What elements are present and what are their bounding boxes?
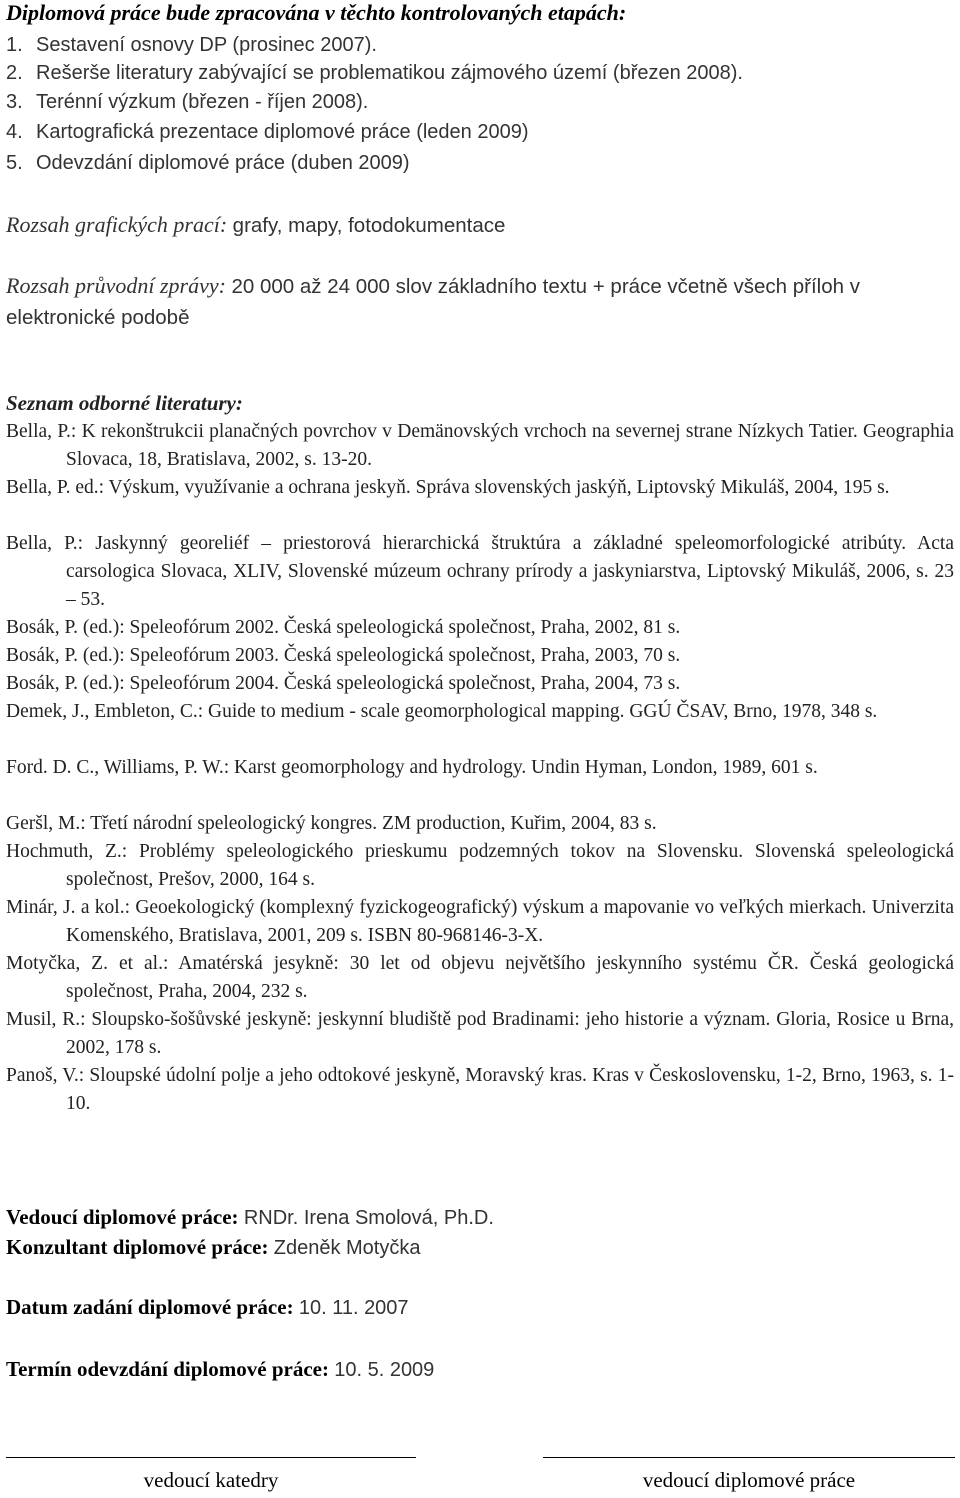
- signature-line-right: [543, 1457, 955, 1458]
- assigned-date-line: [6, 1292, 409, 1323]
- supervisor-label: Vedoucí diplomové práce:: [6, 1205, 239, 1229]
- stage-number: 5.: [6, 152, 23, 174]
- literature-item: [6, 1062, 954, 1118]
- stage-item: [6, 32, 377, 58]
- literature-item: [6, 698, 954, 726]
- stage-item: [6, 60, 743, 86]
- scope-report-value: 20 000 až 24 000 slov základního textu + práce včetně všech příloh v elektronické podobě: [6, 275, 860, 329]
- stages-heading: Diplomová práce bude zpracována v těchto kontrolovaných etapách:: [6, 0, 627, 25]
- scope-graphics-value: grafy, mapy, fotodokumentace: [232, 214, 506, 237]
- literature-item: [6, 838, 954, 894]
- scope-report-label: Rozsah průvodní zprávy:: [6, 273, 226, 298]
- stage-text: Sestavení osnovy DP (prosinec 2007).: [36, 34, 377, 56]
- literature-item: [6, 418, 954, 474]
- reference-text: Musil, R.: Sloupsko-šošůvské jeskyně: jeskynní bludiště pod Bradinami: jeho historie a význam. Gloria, Rosice u Brna, 2002, 178 s.: [6, 1009, 954, 1058]
- signature-label-supervisor: vedoucí diplomové práce: [642, 1468, 856, 1492]
- stage-text: Rešerše literatury zabývající se problematikou zájmového území (březen 2008).: [36, 62, 743, 84]
- literature-item: [6, 894, 954, 950]
- literature-item: [6, 530, 954, 614]
- deadline-line: [6, 1354, 434, 1385]
- signature-line-left: [6, 1457, 416, 1458]
- literature-item: [6, 614, 954, 642]
- stage-number: 2.: [6, 62, 23, 84]
- reference-text: Bella, P.: K rekonštrukcii planačných povrchov v Demänovských vrchoch na severnej strane Nízkych Tatier. Geographia Slovaca, 18, Bratislava, 2002, s. 13-20.: [6, 421, 954, 470]
- literature-item: [6, 642, 954, 670]
- reference-text: Geršl, M.: Třetí národní speleologický kongres. ZM production, Kuřim, 2004, 83 s.: [6, 813, 657, 834]
- reference-text: Bella, P. ed.: Výskum, využívanie a ochrana jeskyň. Správa slovenských jaskýň, Liptovský Mikuláš, 2004, 195 s.: [6, 477, 890, 498]
- scope-report: [6, 271, 954, 333]
- stage-number: 1.: [6, 34, 23, 56]
- scope-graphics-label: Rozsah grafických prací:: [6, 212, 228, 237]
- reference-text: Hochmuth, Z.: Problémy speleologického prieskumu podzemných tokov na Slovensku. Slovenská speleologická společnost, Prešov, 2000, 164 s.: [6, 841, 954, 890]
- stage-text: Odevzdání diplomové práce (duben 2009): [36, 152, 410, 174]
- stage-item: [6, 150, 410, 176]
- literature-item: [6, 670, 954, 698]
- assigned-date-value: 10. 11. 2007: [298, 1297, 409, 1319]
- reference-text: Bosák, P. (ed.): Speleofórum 2004. Česká speleologická společnost, Praha, 2004, 73 s.: [6, 673, 681, 694]
- stage-text: Kartografická prezentace diplomové práce (leden 2009): [36, 121, 529, 143]
- supervisor-line: [6, 1202, 494, 1233]
- literature-heading: Seznam odborné literatury:: [6, 391, 243, 415]
- literature-item: [6, 1006, 954, 1062]
- supervisor-name: RNDr. Irena Smolová, Ph.D.: [243, 1207, 494, 1229]
- consultant-name: Zdeněk Motyčka: [273, 1237, 421, 1259]
- stage-item: [6, 89, 368, 115]
- literature-item: [6, 810, 954, 838]
- deadline-value: 10. 5. 2009: [334, 1359, 435, 1381]
- signature-label-head: vedoucí katedry: [143, 1468, 279, 1492]
- stage-number: 3.: [6, 91, 23, 113]
- reference-text: Panoš, V.: Sloupské údolní polje a jeho odtokové jeskyně, Moravský kras. Kras v Československu, 1-2, Brno, 1963, s. 1-10.: [6, 1065, 954, 1114]
- literature-item: [6, 950, 954, 1006]
- stage-item: [6, 119, 529, 145]
- stage-text: Terénní výzkum (březen - říjen 2008).: [36, 91, 369, 113]
- consultant-label: Konzultant diplomové práce:: [6, 1235, 269, 1259]
- reference-text: Motyčka, Z. et al.: Amatérská jesykně: 30 let od objevu největšího jeskynního systému ČR. Česká geologická společnost, Praha, 2004, 232 s.: [6, 953, 954, 1002]
- stage-number: 4.: [6, 121, 23, 143]
- literature-item: [6, 474, 954, 502]
- reference-text: Bosák, P. (ed.): Speleofórum 2002. Česká speleologická společnost, Praha, 2002, 81 s.: [6, 617, 681, 638]
- literature-item: [6, 754, 954, 782]
- reference-text: Bosák, P. (ed.): Speleofórum 2003. Česká speleologická společnost, Praha, 2003, 70 s.: [6, 645, 681, 666]
- deadline-label: Termín odevzdání diplomové práce:: [6, 1357, 329, 1381]
- reference-text: Demek, J., Embleton, C.: Guide to medium - scale geomorphological mapping. GGÚ ČSAV, Brno, 1978, 348 s.: [6, 701, 878, 722]
- scope-graphics: [6, 210, 505, 241]
- reference-text: Minár, J. a kol.: Geoekologický (komplexný fyzickogeografický) výskum a mapovanie vo veľkých mierkach. Univerzita Komenského, Bratislava, 2001, 209 s. ISBN 80-968146-3-X.: [6, 897, 954, 946]
- reference-text: Ford. D. C., Williams, P. W.: Karst geomorphology and hydrology. Undin Hyman, London, 1989, 601 s.: [6, 757, 818, 778]
- consultant-line: [6, 1232, 420, 1263]
- assigned-date-label: Datum zadání diplomové práce:: [6, 1295, 294, 1319]
- reference-text: Bella, P.: Jaskynný georeliéf – priestorová hierarchická štruktúra a základné speleomorfologické atribúty. Acta carsologica Slovaca, XLIV, Slovenské múzeum ochrany prírody a jaskyniarstva, Liptovský Mikuláš, 2006, s. 23 – 53.: [6, 533, 954, 610]
